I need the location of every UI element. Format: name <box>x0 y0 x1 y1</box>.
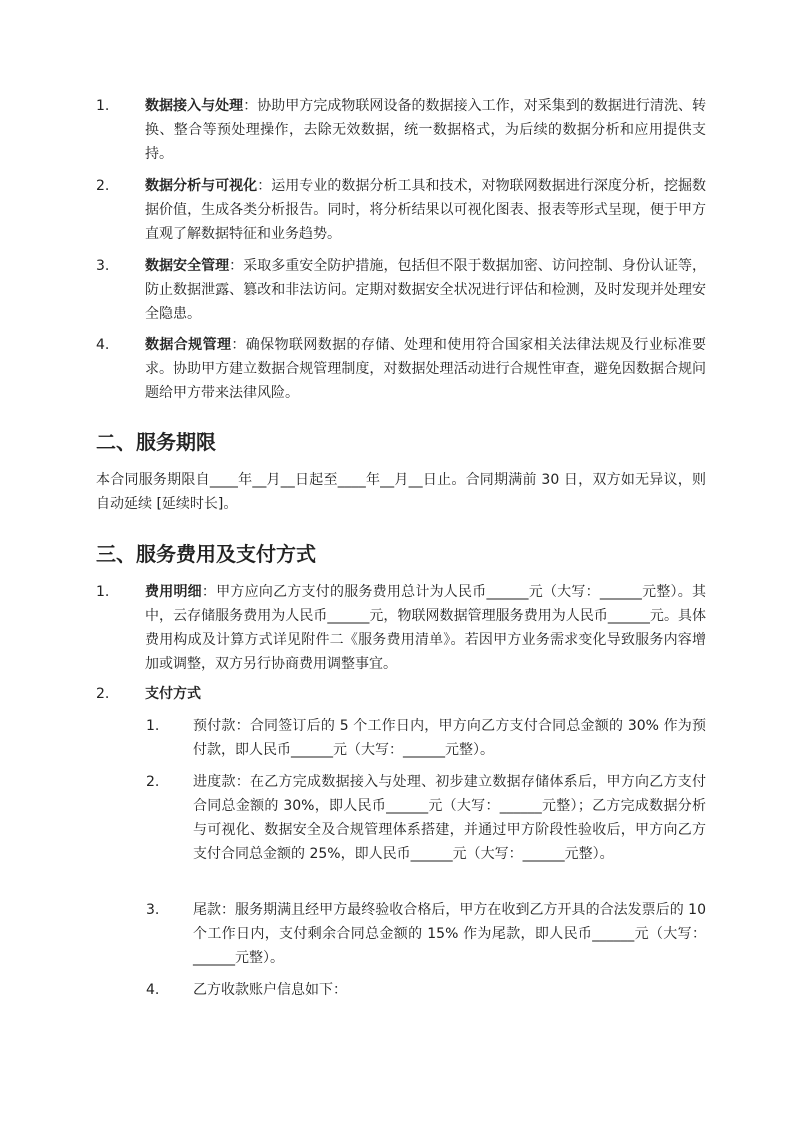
section-paragraph: 本合同服务期限自____年__月__日起至____年__月__日止。合同期满前 30 日，双方如无异议，则自动延续 [延续时长]。 <box>96 472 706 512</box>
list-number: 4. <box>146 982 160 998</box>
sub-list-item <box>146 898 706 970</box>
item-text: 确保物联网数据的存储、处理和使用符合国家相关法律法规及行业标准要求。协助甲方建立数据合规管理制度，对数据处理活动进行合规性审查，避免因数据合规问题给甲方带来法律风险。 <box>145 337 707 401</box>
sub-list-item <box>146 714 706 762</box>
list-number: 1. <box>96 584 110 600</box>
list-item <box>96 174 706 246</box>
list-number: 2. <box>96 178 110 194</box>
item-label: 费用明细 <box>145 584 202 600</box>
list-item <box>96 682 706 706</box>
item-label: 数据安全管理 <box>145 258 230 274</box>
sub-list-item <box>146 770 706 866</box>
list-number: 4. <box>96 337 110 353</box>
list-number: 1. <box>96 98 110 114</box>
item-label: 数据接入与处理 <box>145 98 244 114</box>
item-text: 预付款：合同签订后的 5 个工作日内，甲方向乙方支付合同总金额的 30% 作为预付款，即人民币______元（大写：______元整）。 <box>193 718 706 758</box>
label-separator: ： <box>201 584 217 600</box>
item-text: 协助甲方完成物联网设备的数据接入工作，对采集到的数据进行清洗、转换、整合等预处理操作，去除无效数据，统一数据格式，为后续的数据分析和应用提供支持。 <box>145 98 707 162</box>
list-number: 2. <box>146 774 160 790</box>
list-item <box>96 580 706 676</box>
list-number: 3. <box>146 902 160 918</box>
item-text: 运用专业的数据分析工具和技术，对物联网数据进行深度分析，挖掘数据价值，生成各类分析报告。同时，将分析结果以可视化图表、报表等形式呈现，便于甲方直观了解数据特征和业务趋势。 <box>145 178 707 242</box>
section-heading: 三、服务费用及支付方式 <box>96 542 316 566</box>
item-label: 数据分析与可视化 <box>145 178 258 194</box>
label-separator: ： <box>229 258 244 274</box>
list-item <box>96 254 706 326</box>
list-number: 1. <box>146 718 160 734</box>
label-separator: ： <box>231 337 246 353</box>
item-text: 尾款：服务期满且经甲方最终验收合格后，甲方在收到乙方开具的合法发票后的 10 个工作日内，支付剩余合同总金额的 15% 作为尾款，即人民币______元（大写：______元整）。 <box>193 902 706 966</box>
item-text: 采取多重安全防护措施，包括但不限于数据加密、访问控制、身份认证等，防止数据泄露、篡改和非法访问。定期对数据安全状况进行评估和检测，及时发现并处理安全隐患。 <box>145 258 707 322</box>
item-label: 支付方式 <box>145 686 201 702</box>
list-item <box>96 94 706 166</box>
item-text: 乙方收款账户信息如下： <box>193 982 347 998</box>
item-text: 进度款：在乙方完成数据接入与处理、初步建立数据存储体系后，甲方向乙方支付合同总金额的 30%，即人民币______元（大写：______元整）；乙方完成数据分析与可视化、数据安全及合规管理体系搭建，并通过甲方阶段性验收后，甲方向乙方支付合同总金额的 25%，即人民币______元（大写：______元整）。 <box>193 774 706 862</box>
list-number: 2. <box>96 686 110 702</box>
list-number: 3. <box>96 258 110 274</box>
section-heading: 二、服务期限 <box>96 430 216 454</box>
label-separator: ： <box>243 98 258 114</box>
list-item <box>96 333 706 405</box>
label-separator: ： <box>257 178 272 194</box>
item-text: 甲方应向乙方支付的服务费用总计为人民币______元（大写：______元整）。其中，云存储服务费用为人民币______元，物联网数据管理服务费用为人民币______元。具体费用构成及计算方式详见附件二《服务费用清单》。若因甲方业务需求变化导致服务内容增加或调整，双方另行协商费用调整事宜。 <box>145 584 707 672</box>
sub-list-item <box>146 978 706 1002</box>
item-label: 数据合规管理 <box>145 337 232 353</box>
